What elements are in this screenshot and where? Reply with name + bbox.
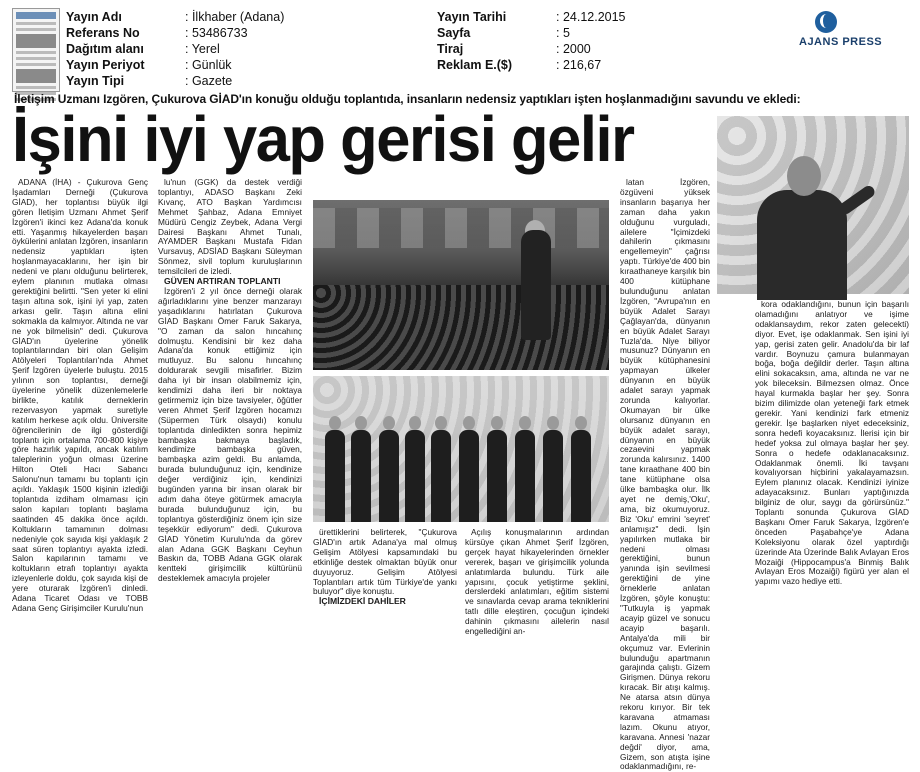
article-column-1 [12, 178, 148, 668]
photo-conference-hall [313, 200, 609, 370]
article-kicker: İletişim Uzmanı Izgören, Çukurova GİAD'ın konuğu olduğu toplantıda, insanların nedensiz yaptıkları işten hoşlanmadığını savundu ve ekledi: [14, 92, 801, 106]
meta-label-tip: Yayın Tipi [66, 74, 125, 88]
article-column-5 [755, 300, 909, 668]
column-3-text-a: ürettiklerini belirterek, "Çukurova GİAD'ın artık Adana'ya mal olmuş Gelişim Atölyesi kapsamındaki bu etkinliğe destek olmaktan büyük onur duyuyoruz. Gelişim Atölyesi Toplantıları artık tüm Türkiye'de yankı buluyor" diye konuştu. [313, 527, 457, 597]
subhead-icimizdeki: İÇİMİZDEKİ DAHİLER [319, 596, 406, 607]
article-column-3b [465, 528, 609, 668]
meta-label-tarih: Yayın Tarihi [437, 10, 507, 24]
meta-values-left [185, 9, 284, 89]
page-thumbnail [12, 8, 60, 92]
photo-group [313, 376, 609, 522]
meta-value-tip: : Gazete [185, 74, 233, 88]
meta-value-reklam: : 216,67 [556, 58, 602, 72]
meta-value-sayfa: : 5 [556, 26, 570, 40]
article-column-3 [313, 528, 457, 668]
meta-label-reklam: Reklam E.($) [437, 58, 513, 72]
meta-label-sayfa: Sayfa [437, 26, 471, 40]
meta-value-tarih: : 24.12.2015 [556, 10, 626, 24]
meta-labels-left [66, 9, 145, 89]
meta-label-yayin-adi: Yayın Adı [66, 10, 122, 24]
meta-value-periyot: : Günlük [185, 58, 232, 72]
meta-value-yayin-adi: : İlkhaber (Adana) [185, 10, 285, 24]
column-5-text: kora odaklandığını, bunun için başarılı olamadığını anlatıyor ve işime odaklansaydım, rekor zaten gelecekti) diyor. Evet, işe odaklanmak. Sen işini iyi yap, gerisi zaten gelir. Anadolu'da bir laf vardır. Boynuzu çamura bulanmayan boğa, boğa değildir derler. Taşın altına elini sokacaksın, ama, altında ne var ne yok bileceksin. Bilmezsen olmaz. Önce hayal kurmakla başlar her şey. Sonra bizim dilimizde olan yeteneği fark etmek gerekir. Yani kendinizi fark etmeniz gerekir. İşe başlarken niyet edeceksiniz, sonra hedefi koyacaksınız. İlerisi için bir hedef yoksa zul olmaya başlar her şey. Sonra o hedefe odaklanacaksınız. Odaklanmak önemli. İki tavşanı kovalıyorsan hiçbirini yakalayamazsın. Eylem planınız olacak. Kendinizi iyinize adayacaksınız. Bunları yaptığınızda bilginiz de olur, saygı da görürsünüz." Toplantı sonunda Çukurova GİAD Başkanı Ömer Faruk Sakarya, İzgören'e önceden Paşabahçe'ye Adana Koleksiyonu olarak özel yaptırdığı üzerinde Ata Üzerinde Balık Avlayan Eros Mozaiği (Hippocampus'a Binmiş Balık Avlayan Eros Mozaiği) figürü yer alan el yapımı vazo hediye etti. [755, 299, 909, 587]
meta-label-dagitim: Dağıtım alanı [66, 42, 144, 56]
ajans-press-logo-text: AJANS PRESS [799, 36, 883, 48]
article-column-2 [158, 178, 302, 668]
meta-label-referans: Referans No [66, 26, 140, 40]
column-3-text-b: Açılış konuşmalarının ardından kürsüye çıkan Ahmet Şerif İzgören, gerçek hayat hikayelerinden örnekler vererek, başarı ve girişimcilik yolunda anlatımlarda bulundu. Türk aile yapısını, çocuk yetiştirme şeklini, derslerdeki anlatımları, eğitim sistemi ve sınavlarda cevap arama tekniklerini tatlı dille eleştiren, çocuğun içindeki dahinin çıkmasını ailelerin nasıl engellediğini an- [465, 527, 609, 637]
meta-label-periyot: Yayın Periyot [66, 58, 145, 72]
article-headline: İşini iyi yap gerisi gelir [12, 103, 634, 175]
meta-label-tiraj: Tiraj [437, 42, 464, 56]
meta-labels-right [437, 9, 512, 73]
column-2-text-a: lu'nun (GGK) da destek verdiği toplantıyı, ADASO Başkanı Zeki Kıvanç, ATO Başkan Yardımcısı Mehmet Şahbaz, Adana Emniyet Müdürü Cengiz Zeybek, Adana Vergi Dairesi Başkanı Ahmet Tunalı, AYAMDER Başkanı Mustafa Fidan Vursavuş, ADSİAD Başkanı Süleyman Sönmez, sivil toplum kuruluşlarının temsilcileri de izledi. [158, 177, 302, 277]
column-1-text: ADANA (İHA) - Çukurova Genç İşadamları Derneği (Çukurova GİAD), her toplantısı büyük ilgi gören İletişim Uzmanı Ahmet Şerif İzgören'i ikinci kez Adana'da konuk etti. Yaşanmış hikayelerden başarı öykülerini anlatan İzgören, insanların nedensiz yaptıkları işten hoşlanmayacaklarını, her işin bir nedeni ve planı olduğunu belirterek, eylem planının mutlaka olması gerektiğini belirtti. "Sen yeter ki elini taşın altına sok, işini iyi yap, zaten arkası gelir. Taşın altına elini sokmakla da kalmıyor. Altında ne var ne yok bilmelisin" dedi. Çukurova GİAD'ın üyelerine yönelik toplantılarından biri olan Gelişim Atölyeleri Toplantıları'nda Ahmet Şerif İzgören üyelerle buluştu. 2015 yılının son toplantısı, derneği üyelerine yönelik düzenlemelerle birlikte, katılık derneklerin rezervasyon yapmak suretiyle katılım herkese açık oldu. Üniversite öğrencilerinin de ilgi gösterdiği toplantı için ortalama 700-800 kişiye göre hazırlık yapıldı, ancak katılım taleplerinin yoğun olması üzerine Hilton Oteli Hacı Sabancı Salonu'nun tamamı bu toplantı için açıldı. Yaklaşık 1500 kişinin izlediği toplantıda izdiham olmaması için salon kapıları toplantı başlama saatinden 45 dakika önce açıldı. Koltukların tamamının dolması nedeniyle çok sayıda kişi yaklaşık 2 saat süren toplantıyı ayakta izledi. Salon kapılarının tamamı ve koltukların etrafı toplantıyı ayakta izleyenlerle doldu, çok sayıda kişi de yere oturarak İzgören'i dinledi. Adana Ticaret Odası ve TOBB Adana Genç Girişimciler Kurulu'nun [12, 177, 148, 613]
subhead-guven: GÜVEN ARTIRAN TOPLANTI [164, 276, 281, 287]
ajans-press-logo-icon [815, 11, 837, 33]
meta-value-dagitim: : Yerel [185, 42, 220, 56]
meta-value-referans: : 53486733 [185, 26, 248, 40]
column-4-text: latan İzgören, özgüveni yüksek insanların başarıya her zaman daha yakın olduğunu vurguladı, ailelere "İçimizdeki dahilerin çıkmasını engellemeyin" çağrısı yaptı. Türkiye'de 400 bin kıraathaneye karşılık bin 400 kütüphane bulunduğunu anlatan İzgören, "Avrupa'nın en büyük Adalet Sarayı Çağlayan'da, dünyanın en büyük Adalet Sarayı Tuzla'da. Niye biliyor musunuz? Dünyanın en büyük kütüphanesini yapmayan ülkeler dünyanın en büyük adalet sarayı yapmak zorunda kalıyorlar. Okumayan bir ülke olursanız dünyanın en büyük adalet sarayı, dünyanın en büyük cezaevini yapmak zorunda kalırsınız. 1400 tane kıraathane 400 bin tane kütüphane olsa ülke bambaşka olur. İlk ayet ne demiş,'Oku', ama, biz okumuyoruz. Biz 'Oku' emrini 'seyret' anlamışız" dedi. İşin yapılırken mutlaka bir nedeni olması gerektiğini, bunun yanında işin sevilmesi gerektiğini de yine örneklerle anlatan İzgören, şöyle konuştu: "Tutkuyla iş yapmak acayip güzel ve sonucu acayip başarılı. Antalya'da mili bir okçumuz var. Evlerinin bulunduğu apartmanın garajında çalıştı. Gizem Girişmen. Dünya rekoru kıracak. Bir atışı kalmış. Ne atarsa atsın dünya rekoru kırıyor. Bir tek karavana atmaması lazım. Okunu atıyor, karavana. Annesi 'nazar değdi' diyor, ama, Gizem, son atışta işine odaklanmadığını, re- [620, 177, 710, 772]
article-column-4 [620, 177, 710, 772]
column-2-text-b: İzgören'i 2 yıl önce derneği olarak ağırladıklarını yine benzer manzarayı yaşadıklarını hatırlatan Çukurova GİAD Başkanı Ömer Faruk Sakarya, "O zaman da salon hıncahınç dolmuştu. Kendisini bir kez daha Adana'da konuk ettiğimiz için mutluyuz. Bu salonu hıncahınç doldurarak sevgili misafirler. Bizim daha iyi bir insan olabilmemiz için, kendimizi daha ileri bir noktaya getirmemiz için bize tavsiyeler, öğütler veren Ahmet Şerif İzgören hocamızı (Süpermen Türk olsaydı) konulu toplantıda dinledikten sonra hepimiz bambaşka bakmaya başladık, kendimize bambaşka güven, bambaşka azim geldi. Bu anlamda, burada bulunduğunuz için, kendinize değer verdiğiniz için, kendinizi bugünden yarına bir insan olarak bir adım daha öteye götürmek amacıyla burada bulunduğunuz için, bu toplantıya gösterdiğiniz önem için size teşekkür ediyorum" dedi. Çukurova GİAD Yönetim Kurulu'nda da görev alan Adana GGK Başkanı Ceyhun Baskın da, TOBB Adana GGK olarak kentteki girişimcilik kültürünü desteklemek amacıyla projeler [158, 285, 302, 584]
meta-values-right [556, 9, 626, 73]
meta-value-tiraj: : 2000 [556, 42, 591, 56]
photo-speaker [717, 116, 909, 294]
